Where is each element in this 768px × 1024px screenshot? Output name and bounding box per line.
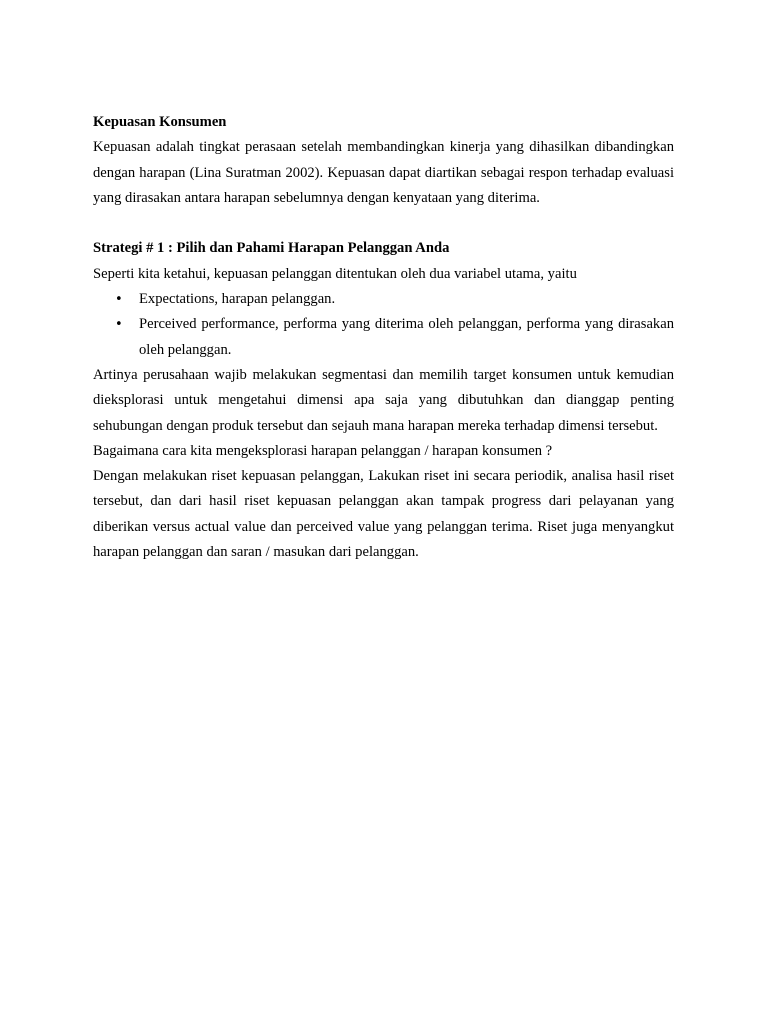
- question-line: Bagaimana cara kita mengeksplorasi harapan pelanggan / harapan konsumen ?: [93, 442, 553, 459]
- bullet-item: [93, 287, 674, 312]
- blank-line: [93, 211, 674, 236]
- body-paragraph: Dengan melakukan riset kepuasan pelanggan, Lakukan riset ini secara periodik, analisa hasil riset tersebut, dan dari hasil riset kepuasan pelanggan akan tampak progress dari pelayanan yang diberikan versus actual value dan perceived value yang pelanggan terima. Riset juga menyangkut harapan pelanggan dan saran / masukan dari pelanggan.: [93, 468, 674, 561]
- bullet-list: [93, 287, 674, 363]
- section-heading: Strategi # 1 : Pilih dan Pahami Harapan Pelanggan Anda: [93, 240, 450, 257]
- bullet-icon: •: [115, 317, 123, 333]
- section-strategi-1: [93, 236, 674, 565]
- document-page: [93, 110, 674, 565]
- intro-paragraph: Seperti kita ketahui, kepuasan pelanggan ditentukan oleh dua variabel utama, yaitu: [93, 265, 577, 282]
- section-heading: Kepuasan Konsumen: [93, 114, 227, 130]
- bullet-item: [93, 312, 674, 363]
- section-kepuasan-konsumen: [93, 110, 674, 211]
- body-paragraph: Artinya perusahaan wajib melakukan segmentasi dan memilih target konsumen untuk kemudian dieksplorasi untuk mengetahui dimensi apa saja yang dibutuhkan dan dianggap penting sehubungan dengan produk tersebut dan sejauh mana harapan mereka terhadap dimensi tersebut.: [93, 366, 674, 434]
- bullet-icon: •: [115, 292, 123, 308]
- body-paragraph: Kepuasan adalah tingkat perasaan setelah membandingkan kinerja yang dihasilkan dibandingkan dengan harapan (Lina Suratman 2002). Kepuasan dapat diartikan sebagai respon terhadap evaluasi yang dirasakan antara harapan sebelumnya dengan kenyataan yang diterima.: [93, 139, 674, 206]
- bullet-text: Perceived performance, performa yang diterima oleh pelanggan, performa yang dirasakan oleh pelanggan.: [139, 316, 674, 358]
- bullet-text: Expectations, harapan pelanggan.: [139, 291, 336, 308]
